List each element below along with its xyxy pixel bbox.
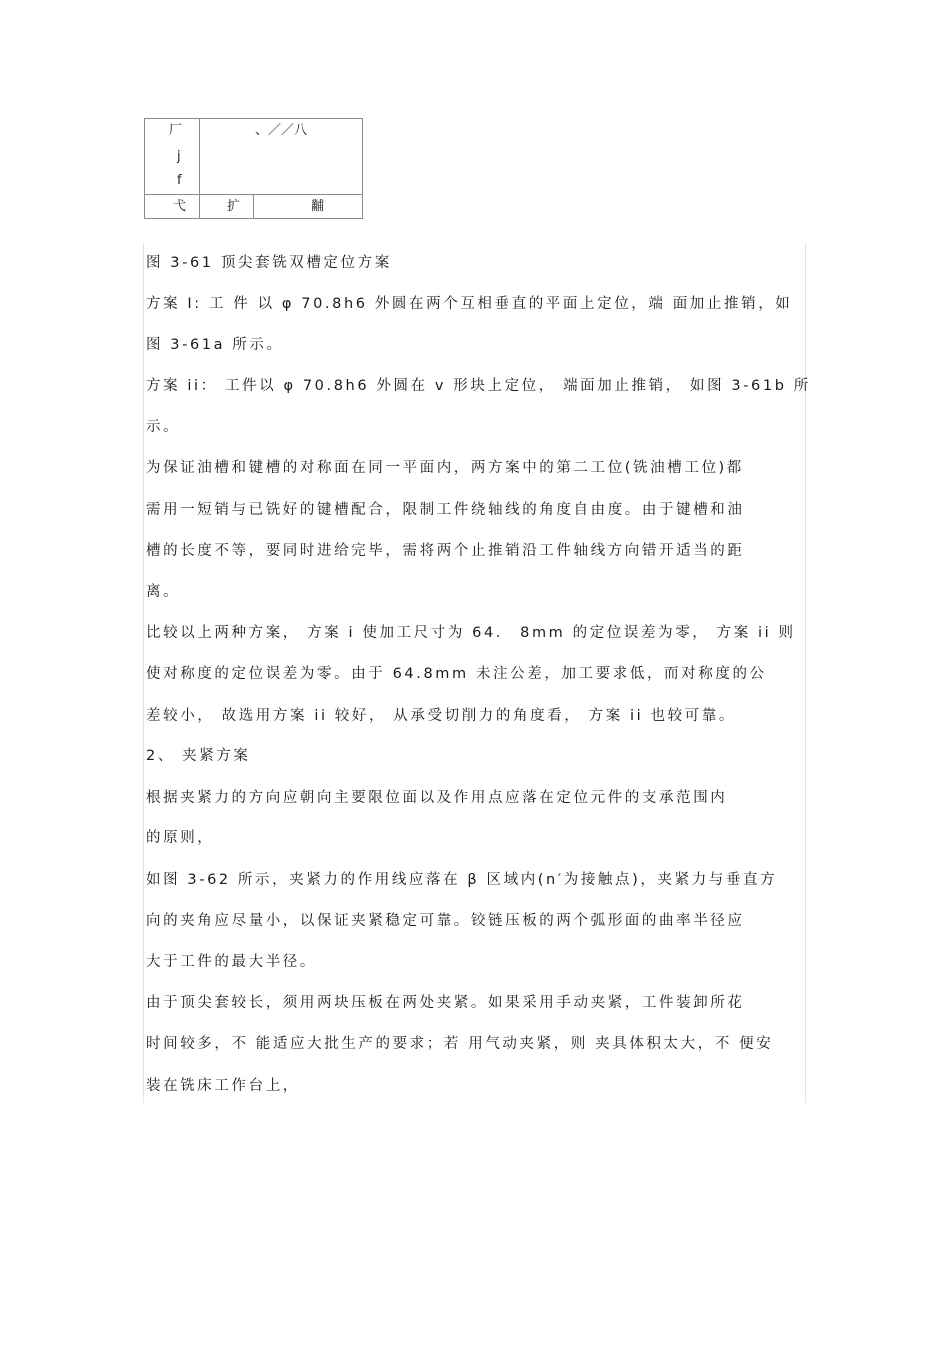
section-heading: 2、 夹紧方案	[146, 748, 251, 764]
table-divider	[253, 194, 254, 219]
table-cell: 、／／八	[255, 123, 308, 138]
text-line: 比较以上两种方案， 方案 i 使加工尺寸为 64． 8mm 的定位误差为零， 方案 ii 则	[146, 625, 796, 641]
text-line: 差较小， 故选用方案 ii 较好， 从承受切削力的角度看， 方案 ii 也较可靠。	[146, 708, 736, 724]
text-line: 方案 I: 工 件 以 φ 70.8h6 外圆在两个互相垂直的平面上定位，端 面加止推销，如	[146, 296, 793, 312]
table-cell: 黼	[311, 199, 325, 214]
table-cell: j	[177, 149, 181, 164]
text-line: 时间较多，不 能适应大批生产的要求；若 用气动夹紧，则 夹具体积太大，不 便安	[146, 1036, 774, 1052]
table-divider	[199, 119, 200, 218]
table-cell: 厂	[169, 123, 183, 138]
text-line: 图 3-61a 所示。	[146, 337, 284, 353]
text-line: 装在铣床工作台上，	[146, 1078, 300, 1094]
text-line: 示。	[146, 419, 181, 435]
text-line: 方案 ii： 工件以 φ 70.8h6 外圆在 v 形块上定位， 端面加止推销， 如图 3-61b 所	[146, 378, 811, 394]
table-cell: f	[177, 173, 182, 188]
text-line: 离。	[146, 584, 181, 600]
figure-table	[144, 118, 363, 219]
text-line: 根据夹紧力的方向应朝向主要限位面以及作用点应落在定位元件的支承范围内	[146, 790, 728, 806]
table-cell: 弋	[173, 199, 187, 214]
text-line: 使对称度的定位误差为零。由于 64.8mm 未注公差，加工要求低，而对称度的公	[146, 666, 767, 682]
table-cell: 扩	[227, 199, 241, 214]
text-line: 为保证油槽和键槽的对称面在同一平面内，两方案中的第二工位(铣油槽工位)都	[146, 460, 744, 476]
text-line: 槽的长度不等，要同时进给完毕，需将两个止推销沿工件轴线方向错开适当的距	[146, 543, 745, 559]
text-line: 向的夹角应尽量小，以保证夹紧稳定可靠。铰链压板的两个弧形面的曲率半径应	[146, 913, 745, 929]
document-body	[143, 243, 811, 1103]
text-line: 如图 3-62 所示，夹紧力的作用线应落在 β 区域内(n′为接触点)，夹紧力与垂直方	[146, 872, 778, 888]
text-line: 由于顶尖套较长，须用两块压板在两处夹紧。如果采用手动夹紧，工件装卸所花	[146, 995, 745, 1011]
figure-caption: 图 3-61 顶尖套铣双槽定位方案	[146, 255, 392, 271]
text-line: 大于工件的最大半径。	[146, 954, 317, 970]
text-line: 的原则，	[146, 830, 215, 846]
text-line: 需用一短销与已铣好的键槽配合，限制工件绕轴线的角度自由度。由于键槽和油	[146, 502, 745, 518]
